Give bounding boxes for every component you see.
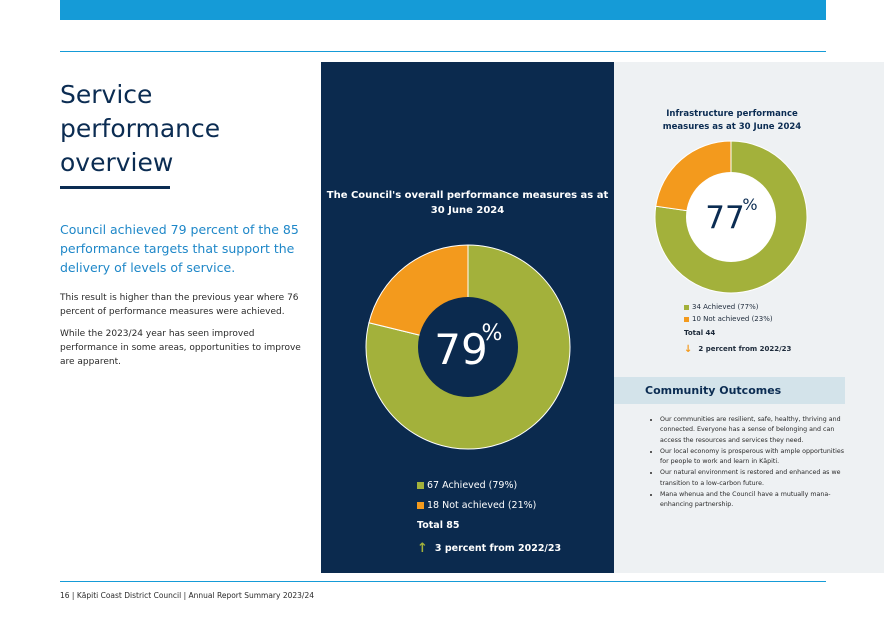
header-rule [60, 51, 826, 52]
overall-performance-panel [321, 62, 614, 573]
infrastructure-change [684, 342, 791, 356]
infra-not-achieved-swatch [684, 317, 689, 322]
page-footer: 16 | Kāpiti Coast District Council | Annual Report Summary 2023/24 [60, 591, 314, 600]
title-underline [60, 186, 170, 189]
infrastructure-chart-title: Infrastructure performance measures as at 30 June 2024 [662, 109, 802, 132]
infrastructure-legend [684, 301, 791, 356]
overall-donut-chart [365, 244, 571, 450]
overall-legend [417, 475, 561, 558]
legend-not-achieved-label: 18 Not achieved (21%) [427, 499, 537, 511]
infra-achieved-swatch [684, 305, 689, 310]
arrow-up-icon: ↑ [417, 540, 428, 556]
lead-statement: Council achieved 79 percent of the 85 performance targets that support the delivery of levels of service. [60, 222, 299, 275]
title-line-2: overview [60, 148, 174, 177]
infrastructure-panel [614, 62, 884, 573]
not-achieved-swatch [417, 502, 424, 509]
page-title [60, 78, 310, 180]
infrastructure-donut-chart [654, 140, 808, 294]
paragraph-improvement: While the 2023/24 year has seen improved performance in some areas, opportunities to improve are apparent. [60, 329, 301, 367]
infrastructure-change-text: 2 percent from 2022/23 [698, 345, 792, 353]
legend-item-achieved [417, 475, 561, 495]
infra-legend-achieved-label: 34 Achieved (77%) [692, 303, 759, 311]
infrastructure-center-unit: % [742, 195, 758, 214]
top-banner-bar [60, 0, 826, 20]
infrastructure-total: Total 44 [684, 329, 716, 337]
overall-change [417, 538, 561, 558]
community-outcomes-list [650, 415, 850, 511]
overview-column [60, 78, 310, 369]
overall-chart-title: The Council's overall performance measures as at 30 June 2024 [326, 190, 609, 216]
infra-legend-not-achieved-label: 10 Not achieved (23%) [692, 315, 773, 323]
infrastructure-center-value: 77 [705, 200, 745, 236]
infra-legend-item-not-achieved [684, 313, 791, 325]
list-item: • Our natural environment is restored and enhanced as we transition to a low-carbon future. [660, 468, 850, 489]
footer-rule [60, 581, 826, 582]
community-outcomes-title: Community Outcomes [645, 384, 782, 397]
paragraph-previous-year: This result is higher than the previous year where 76 percent of performance measures were achieved. [60, 293, 299, 317]
overall-center-unit: % [481, 321, 503, 346]
arrow-down-icon: ↓ [684, 343, 693, 355]
list-item: • Our communities are resilient, safe, healthy, thriving and connected. Everyone has a sense of belonging and can access the resources and services they need. [660, 415, 850, 446]
achieved-swatch [417, 482, 424, 489]
infra-legend-item-achieved [684, 301, 791, 313]
legend-achieved-label: 67 Achieved (79%) [427, 479, 518, 491]
overall-change-text: 3 percent from 2022/23 [434, 542, 562, 554]
title-line-1: Service performance [60, 80, 221, 143]
list-item: • Our local economy is prosperous with ample opportunities for people to work and learn in Kāpiti. [660, 447, 850, 468]
list-item: • Mana whenua and the Council have a mutually mana-enhancing partnership. [660, 490, 850, 511]
overall-total: Total 85 [417, 520, 460, 531]
legend-item-not-achieved [417, 495, 561, 515]
overall-center-value: 79 [434, 325, 488, 374]
community-outcomes-header [614, 377, 845, 404]
